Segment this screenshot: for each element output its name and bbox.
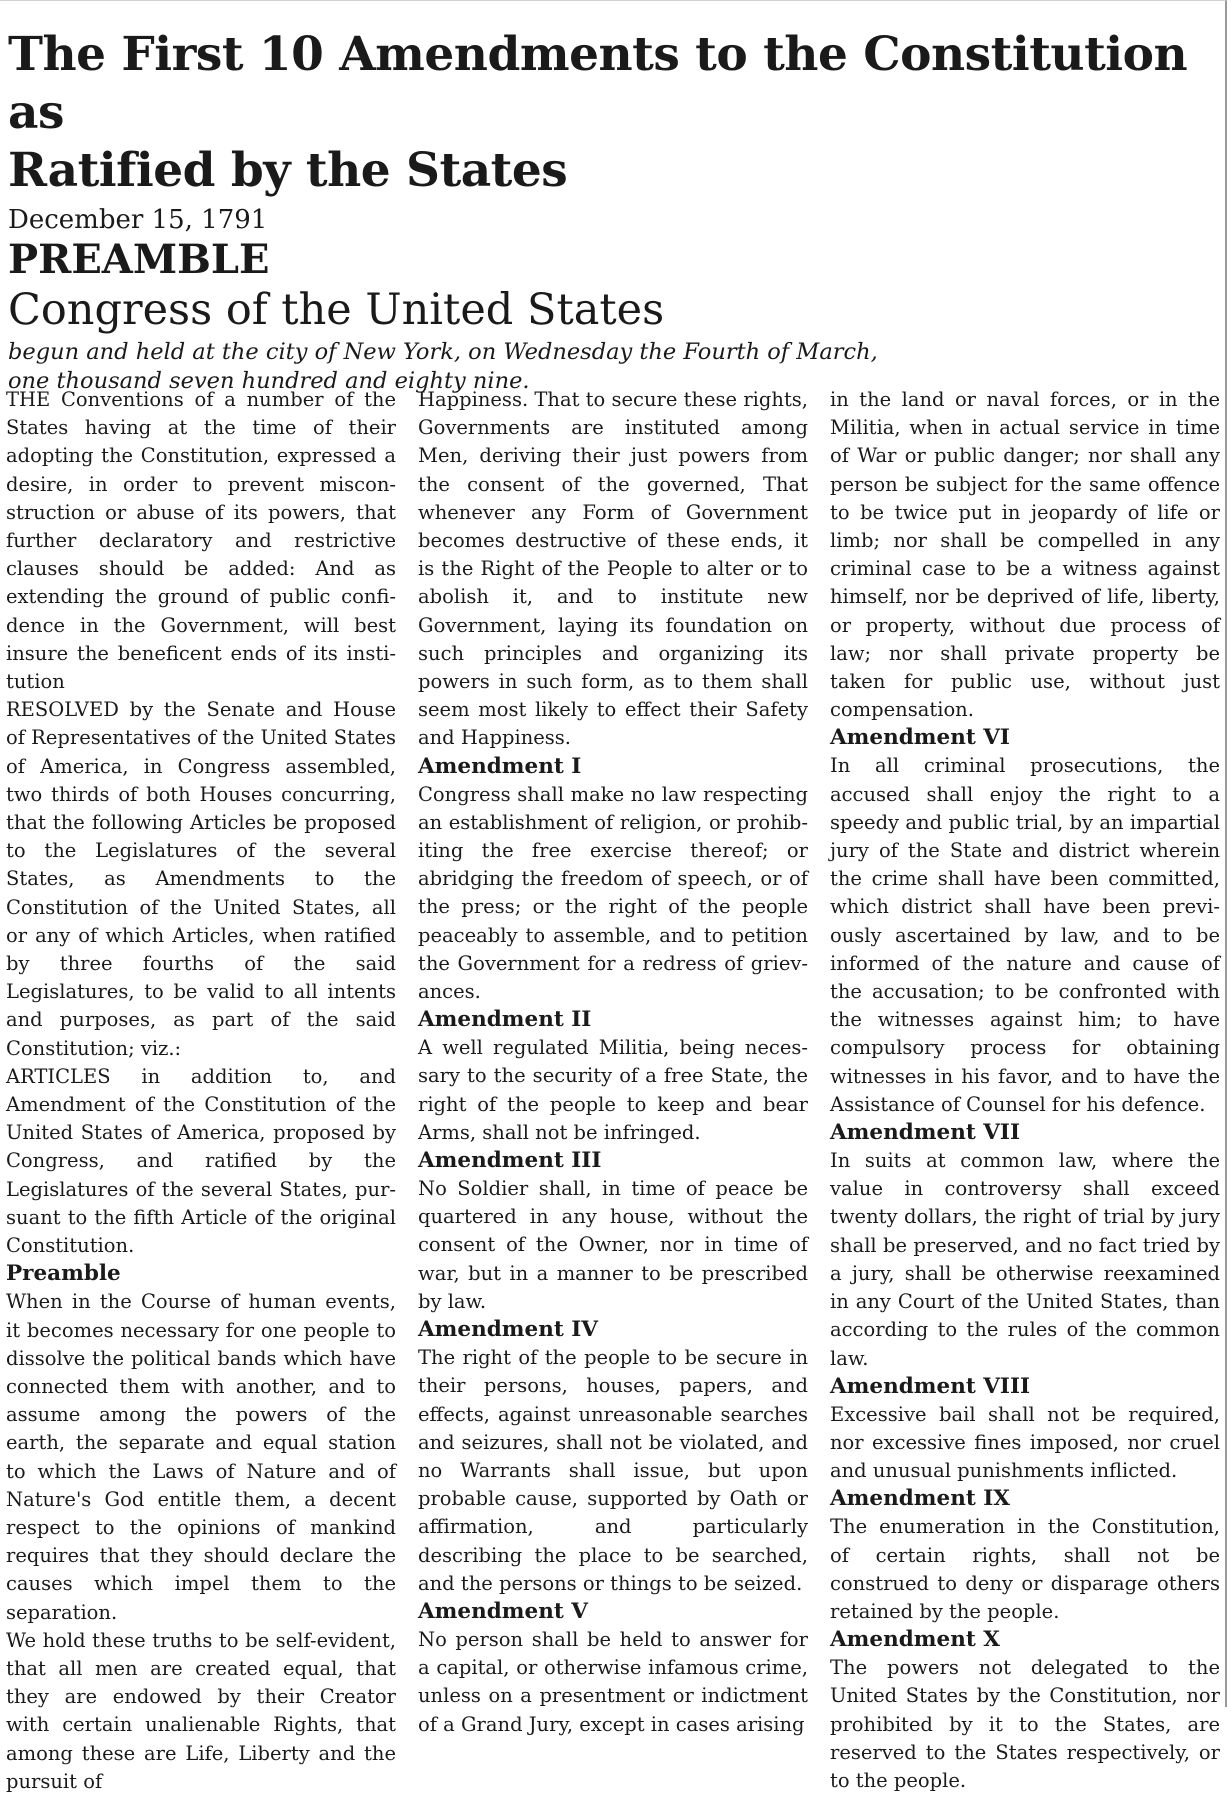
articles-paragraph: ARTICLES in addition to, and Amendment of the Constitution of the United States of America, proposed by Congress, and ratified by the Legislatures of the several States, pursuant to the fifth Article of the original Constitution. xyxy=(6,1064,396,1258)
amendment-3-heading: Amendment III xyxy=(418,1148,602,1174)
amendment-7-text: In suits at common law, where the value in controversy shall exceed twenty dollars, the right of trial by jury shall be preserved, and no fact tried by a jury, shall be otherwise reexamined in any Court of the United States, than according to the rules of the common law. xyxy=(830,1149,1220,1370)
amendment-10-heading: Amendment X xyxy=(830,1627,1000,1653)
amendment-7-heading: Amendment VII xyxy=(830,1120,1021,1146)
amendment-9-heading: Amendment IX xyxy=(830,1486,1010,1512)
ratification-date: December 15, 1791 xyxy=(8,205,268,235)
preamble-section-heading: Preamble xyxy=(6,1261,121,1287)
text-columns xyxy=(6,386,1220,1793)
amendment-5-heading: Amendment V xyxy=(418,1598,588,1624)
column-2 xyxy=(418,386,808,1736)
title-line-2: Ratified by the States xyxy=(8,143,568,198)
amendment-4-heading: Amendment IV xyxy=(418,1317,598,1343)
column-1 xyxy=(6,386,396,1793)
amendment-10-text: The powers not delegated to the United States by the Constitution, nor prohibited by it to the States, are reserved to the States respectively, or to the people. xyxy=(830,1656,1220,1792)
begun-line-1: begun and held at the city of New York, on Wednesday the Fourth of March, xyxy=(8,339,878,365)
resolved-paragraph: RESOLVED by the Senate and House of Representatives of the United States of America, in Congress assembled, two thirds of both Houses concurring, that the following Articles be proposed to the Legislatures of the several States, as Amendments to the Constitution of the United States, all or any of which Articles, when ratified by three fourths of the said Legislatures, to be valid to all intents and purposes, as part of the said Constitution; viz.: xyxy=(6,698,396,1060)
amendment-8-heading: Amendment VIII xyxy=(830,1373,1031,1399)
amendment-6-heading: Amendment VI xyxy=(830,725,1010,751)
amendment-9-text: The enumeration in the Constitution, of certain rights, shall not be construed to deny or disparage others retained by the people. xyxy=(830,1515,1220,1623)
amendment-6-text: In all criminal prosecutions, the accused shall enjoy the right to a speedy and public trial, by an impartial jury of the State and district wherein the crime shall have been committed, which district shall have been previously ascertained by law, and to be informed of the nature and cause of the accusation; to be confronted with the witnesses against him; to have compulsory process for obtaining witnesses in his favor, and to have the Assistance of Counsel for his defence. xyxy=(830,754,1220,1116)
column-3 xyxy=(830,386,1220,1792)
amendment-8-text: Excessive bail shall not be required, nor excessive fines imposed, nor cruel and unusual punishments inflicted. xyxy=(830,1402,1220,1483)
preamble-heading: PREAMBLE xyxy=(8,236,270,283)
amendment-2-text: A well regulated Militia, being necessary to the security of a free State, the right of the people to keep and bear Arms, shall not be infringed. xyxy=(418,1036,808,1144)
amendment-3-text: No Soldier shall, in time of peace be quartered in any house, without the consent of the Owner, nor in time of war, but in a manner to be prescribed by law. xyxy=(418,1177,808,1313)
document-header xyxy=(8,26,1208,396)
congress-heading: Congress of the United States xyxy=(8,285,665,335)
begun-line-2: one thousand seven hundred and eighty nine. xyxy=(8,368,530,394)
amendment-1-heading: Amendment I xyxy=(418,753,582,779)
document-title xyxy=(8,26,1208,200)
conventions-paragraph: THE Conventions of a number of the States having at the time of their adopting the Constitution, expressed a desire, in order to prevent misconstruction or abuse of its powers, that further declaratory and restrictive clauses should be added: And as extending the ground of public confidence in the Government, will best insure the beneficent ends of its institution xyxy=(6,388,396,694)
amendment-4-text: The right of the people to be secure in their persons, houses, papers, and effects, against unreasonable searches and seizures, shall not be violated, and no Warrants shall issue, but upon probable cause, supported by Oath or affirmation, and particularly describing the place to be searched, and the persons or things to be seized. xyxy=(418,1346,808,1595)
amendment-1-text: Congress shall make no law respecting an establishment of religion, or prohibiting the free exercise thereof; or abridging the freedom of speech, or of the press; or the right of the people peaceably to assemble, and to petition the Government for a redress of grievances. xyxy=(418,782,808,1004)
preamble-paragraph-1: When in the Course of human events, it becomes necessary for one people to dissolve the political bands which have connected them with another, and to assume among the powers of the earth, the separate and equal station to which the Laws of Nature and of Nature's God entitle them, a decent respect to the opinions of mankind requires that they should declare the causes which impel them to the separation. xyxy=(6,1290,396,1624)
title-line-1: The First 10 Amendments to the Constitution as xyxy=(8,27,1188,140)
preamble-continued: Happiness. That to secure these rights, Governments are instituted among Men, deriving their just powers from the consent of the governed, That whenever any Form of Government becomes destructive of these ends, it is the Right of the People to alter or to abolish it, and to institute new Government, laying its foundation on such principles and organizing its powers in such form, as to them shall seem most likely to effect their Safety and Happiness. xyxy=(418,388,808,750)
preamble-paragraph-2: We hold these truths to be self-evident, that all men are created equal, that they are endowed by their Creator with certain unalienable Rights, that among these are Life, Liberty and the pursuit of xyxy=(6,1628,396,1793)
amendment-5-continued: in the land or naval forces, or in the Militia, when in actual service in time of War or public danger; nor shall any person be subject for the same offence to be twice put in jeopardy of life or limb; nor shall be compelled in any criminal case to be a witness against himself, nor be deprived of life, liberty, or property, without due process of law; nor shall private property be taken for public use, without just compensation. xyxy=(830,388,1220,722)
amendment-5-text: No person shall be held to answer for a capital, or otherwise infamous crime, unless on a presentment or indictment of a Grand Jury, except in cases arising xyxy=(418,1627,808,1736)
amendment-2-heading: Amendment II xyxy=(418,1007,592,1033)
